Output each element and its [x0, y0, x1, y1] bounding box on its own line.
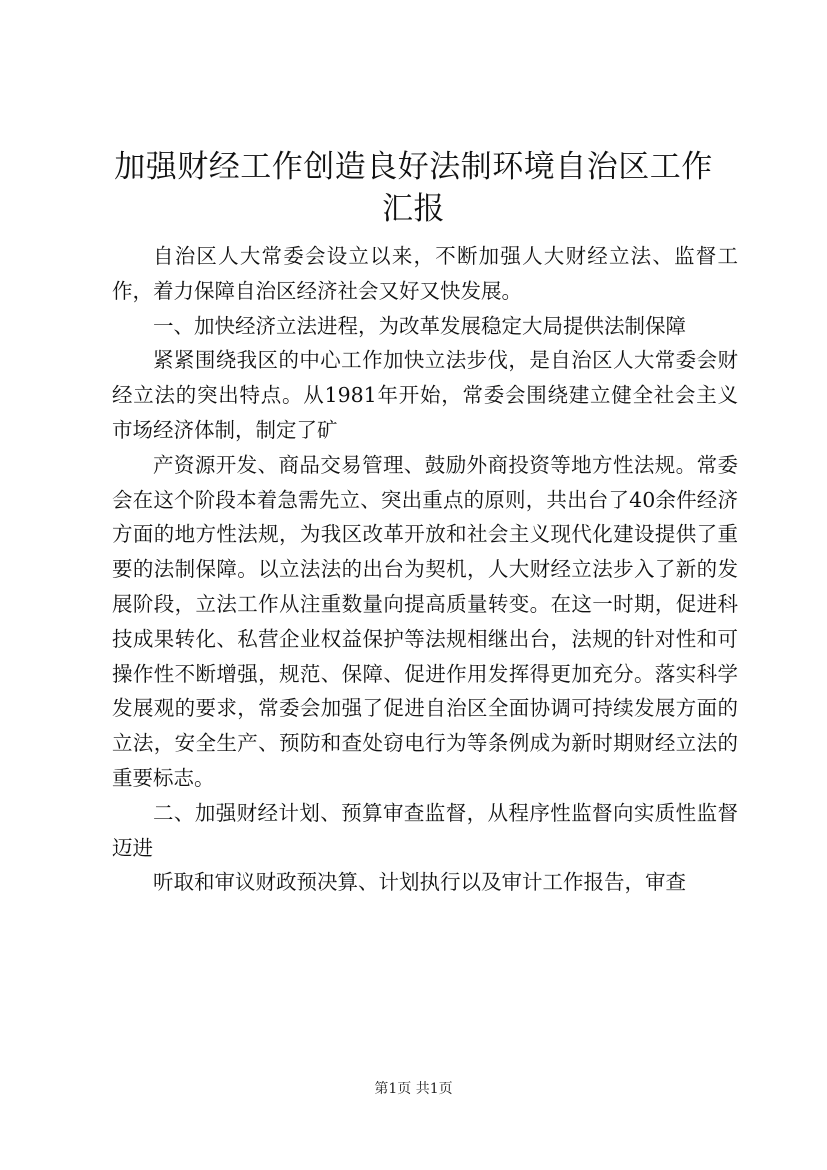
document-body	[112, 239, 738, 900]
paragraph-legislation-start: 紧紧围绕我区的中心工作加快立法步伐，是自治区人大常委会财经立法的突出特点。从1981年开始，常委会围绕建立健全社会主义市场经济体制，制定了矿	[112, 348, 738, 442]
section-heading-2: 二、加强财经计划、预算审查监督，从程序性监督向实质性监督迈进	[112, 800, 738, 860]
document-title: 加强财经工作创造良好法制环境自治区工作汇报	[114, 149, 713, 227]
page-footer: 第1页 共1页	[374, 1081, 453, 1097]
section-heading-1: 一、加快经济立法进程，为改革发展稳定大局提供法制保障	[153, 313, 686, 338]
paragraph-supervision: 听取和审议财政预决算、计划执行以及审计工作报告，审查	[153, 870, 686, 895]
paragraph-intro: 自治区人大常委会设立以来，不断加强人大财经立法、监督工作，着力保障自治区经济社会又好又快发展。	[112, 244, 738, 303]
paragraph-legislation-detail: 产资源开发、商品交易管理、鼓励外商投资等地方性法规。常委会在这个阶段本着急需先立、突出重点的原则，共出台了40余件经济方面的地方性法规，为我区改革开放和社会主义现代化建设提供了重要的法制保障。以立法法的出台为契机，人大财经立法步入了新的发展阶段，立法工作从注重数量向提高质量转变。在这一时期，促进科技成果转化、私营企业权益保护等法规相继出台，法规的针对性和可操作性不断增强，规范、保障、促进作用发挥得更加充分。落实科学发展观的要求，常委会加强了促进自治区全面协调可持续发展方面的立法，安全生产、预防和查处窃电行为等条例成为新时期财经立法的重要标志。	[112, 452, 738, 790]
